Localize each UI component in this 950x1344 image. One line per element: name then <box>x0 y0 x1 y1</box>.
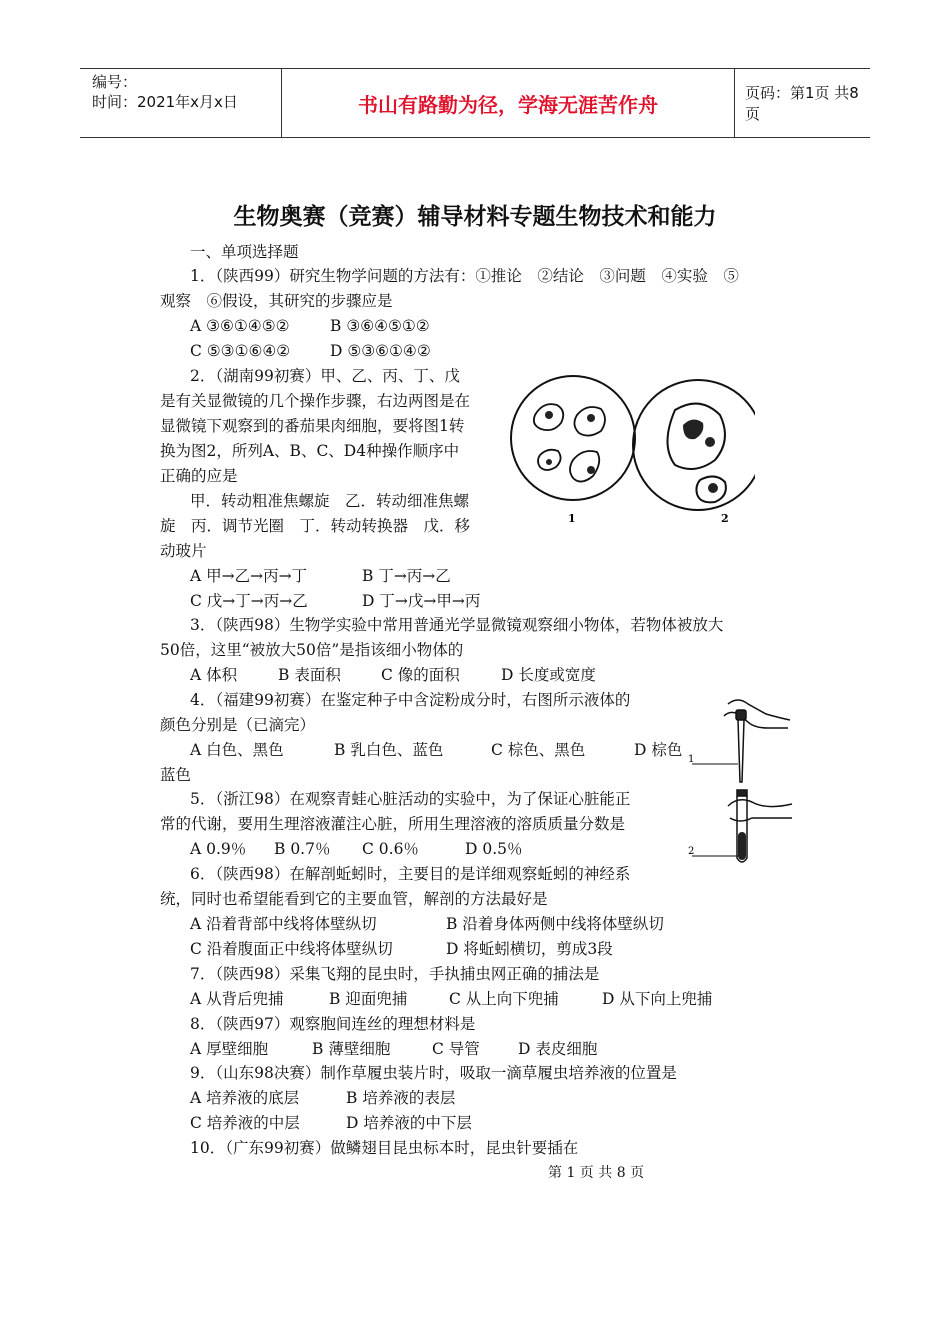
q2-line6: 甲．转动粗准焦螺旋 乙．转动细准焦螺 <box>190 492 470 510</box>
q2-line7: 旋 丙．调节光圈 丁．转动转换器 戊．移 <box>160 517 471 535</box>
q8-option-a: A 厚壁细胞 <box>190 1040 269 1058</box>
q1-line2: 观察 ⑥假设，其研究的步骤应是 <box>160 292 393 310</box>
header-table <box>80 68 870 138</box>
q7-option-b: B 迎面兜捕 <box>329 990 408 1008</box>
q2-line4: 换为图2，所列A、B、C、D4种操作顺序中 <box>160 442 460 460</box>
time-label: 时间：2021年x月x日 <box>92 93 238 111</box>
q2-line8: 动玻片 <box>160 542 207 560</box>
fig1-label: 1 <box>568 512 576 525</box>
q1-line1: 1．（陕西99）研究生物学问题的方法有：①推论 ②结论 ③问题 ④实验 ⑤ <box>190 267 739 285</box>
q5-option-c: C 0.6％ <box>362 840 419 858</box>
q8-option-c: C 导管 <box>432 1040 480 1058</box>
q1-option-c: C ⑤③①⑥④② <box>190 342 291 360</box>
q5-line1: 5．（浙江98）在观察青蛙心脏活动的实验中，为了保证心脏能正 <box>190 790 631 808</box>
q2-option-b: B 丁→丙→乙 <box>362 567 451 585</box>
q10-line1: 10．（广东99初赛）做鳞翅目昆虫标本时，昆虫针要插在 <box>190 1139 579 1157</box>
q8-option-d: D 表皮细胞 <box>518 1040 598 1058</box>
q7-option-d: D 从下向上兜捕 <box>602 990 713 1008</box>
q3-line2: 50倍，这里“被放大50倍”是指该细小物体的 <box>160 641 464 659</box>
figure-label-1: 1 <box>688 754 695 765</box>
q6-option-d: D 将蚯蚓横切，剪成3段 <box>446 940 613 958</box>
q3-option-d: D 长度或宽度 <box>501 666 596 684</box>
q4-option-b: B 乳白色、蓝色 <box>334 741 444 759</box>
q7-line1: 7．（陕西98）采集飞翔的昆虫时，手执捕虫网正确的捕法是 <box>190 965 600 983</box>
q6-line2: 统，同时也希望能看到它的主要血管，解剖的方法最好是 <box>160 890 548 908</box>
q4-option-d: D 棕色 <box>634 741 683 759</box>
q4-line3: 蓝色 <box>160 766 192 784</box>
figure-label-2: 2 <box>688 846 695 857</box>
motto: 书山有路勤为径，学海无涯苦作舟 <box>358 92 658 117</box>
code-label: 编号： <box>92 73 138 91</box>
q1-option-a: A ③⑥①④⑤② <box>190 317 290 335</box>
q4-option-c: C 棕色、黑色 <box>491 741 586 759</box>
q5-line2: 常的代谢，要用生理溶液灌注心脏，所用生理溶液的溶质质量分数是 <box>160 815 626 833</box>
q4-line1: 4．（福建99初赛）在鉴定种子中含淀粉成分时，右图所示液体的 <box>190 691 631 709</box>
header-meta-cell <box>80 69 282 137</box>
document-title: 生物奥赛（竞赛）辅导材料专题生物技术和能力 <box>233 204 717 230</box>
q8-option-b: B 薄壁细胞 <box>312 1040 391 1058</box>
q6-option-b: B 沿着身体两侧中线将体壁纵切 <box>446 915 664 933</box>
q6-line1: 6．（陕西98）在解剖蚯蚓时，主要目的是详细观察蚯蚓的神经系 <box>190 865 631 883</box>
dropper-testtube-figure <box>688 696 800 876</box>
q9-option-b: B 培养液的表层 <box>346 1089 456 1107</box>
q3-option-b: B 表面积 <box>278 666 341 684</box>
q3-line1: 3．（陕西98）生物学实验中常用普通光学显微镜观察细小物体，若物体被放大 <box>190 616 724 634</box>
q2-option-c: C 戊→丁→丙→乙 <box>190 592 308 610</box>
field-of-view-2 <box>633 380 755 510</box>
header-page-cell <box>735 69 870 137</box>
q9-option-c: C 培养液的中层 <box>190 1114 300 1132</box>
q3-option-c: C 像的面积 <box>381 666 460 684</box>
q2-line3: 显微镜下观察到的番茄果肉细胞，要将图1转 <box>160 417 465 435</box>
q9-option-a: A 培养液的底层 <box>190 1089 300 1107</box>
q4-option-a: A 白色、黑色 <box>190 741 284 759</box>
q9-line1: 9．（山东98决赛）制作草履虫装片时，吸取一滴草履虫培养液的位置是 <box>190 1064 677 1082</box>
q8-line1: 8．（陕西97）观察胞间连丝的理想材料是 <box>190 1015 476 1033</box>
q7-option-c: C 从上向下兜捕 <box>449 990 559 1008</box>
fig2-label: 2 <box>721 512 729 525</box>
header-motto-cell <box>282 69 735 137</box>
q5-option-d: D 0.5％ <box>465 840 523 858</box>
q2-line5: 正确的应是 <box>160 467 238 485</box>
q2-option-a: A 甲→乙→丙→丁 <box>190 567 308 585</box>
page-code: 页码：第1页 共8页 <box>745 84 859 123</box>
q1-option-b: B ③⑥④⑤①② <box>330 317 430 335</box>
field-of-view-1 <box>511 376 635 500</box>
q3-option-a: A 体积 <box>190 666 238 684</box>
page-footer: 第 1 页 共 8 页 <box>548 1165 645 1181</box>
q4-line2: 颜色分别是（已滴完） <box>160 716 316 734</box>
q2-line1: 2．（湖南99初赛）甲、乙、丙、丁、戊 <box>190 367 460 385</box>
q2-option-d: D 丁→戊→甲→丙 <box>362 592 481 610</box>
microscope-figure <box>505 370 755 530</box>
q6-option-a: A 沿着背部中线将体壁纵切 <box>190 915 377 933</box>
q6-option-c: C 沿着腹面正中线将体壁纵切 <box>190 940 393 958</box>
q1-option-d: D ⑤③⑥①④② <box>330 342 431 360</box>
q5-option-b: B 0.7％ <box>274 840 331 858</box>
section-heading: 一、单项选择题 <box>190 243 299 261</box>
q2-line2: 是有关显微镜的几个操作步骤，右边两图是在 <box>160 392 471 410</box>
q5-option-a: A 0.9％ <box>190 840 247 858</box>
q7-option-a: A 从背后兜捕 <box>190 990 284 1008</box>
q9-option-d: D 培养液的中下层 <box>346 1114 472 1132</box>
